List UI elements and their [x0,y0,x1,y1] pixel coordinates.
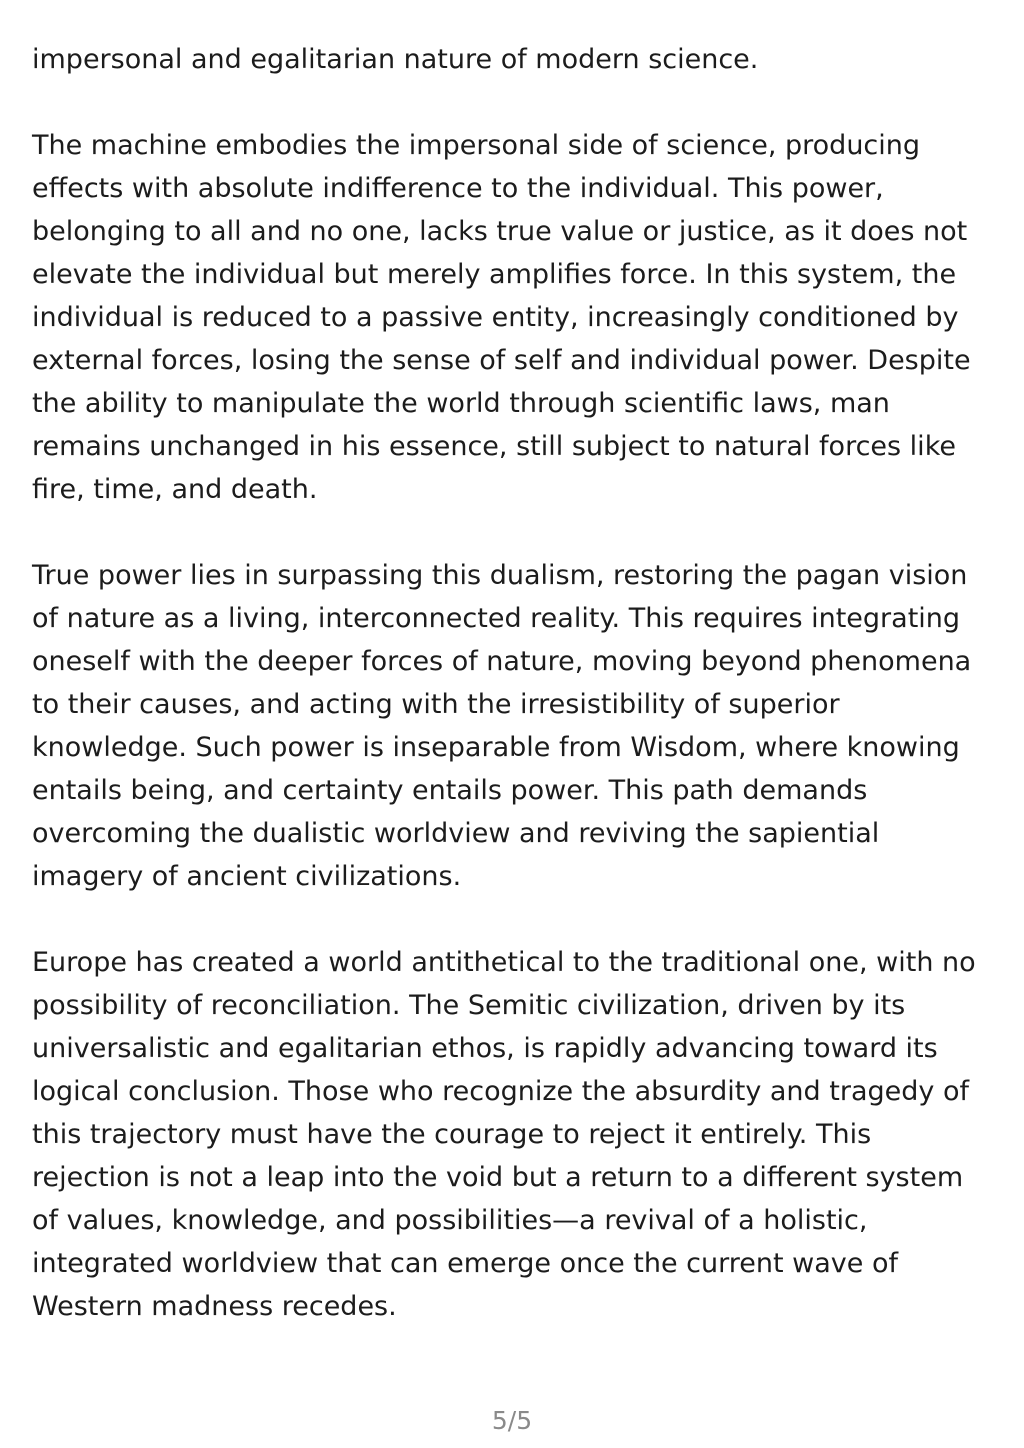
text-line: universalistic and egalitarian ethos, is rapidly advancing toward its [32,1033,938,1064]
text-line: oneself with the deeper forces of nature, moving beyond phenomena [32,646,972,677]
text-line: integrated worldview that can emerge once the current wave of [32,1248,898,1279]
paragraph-1 [32,38,994,81]
text-line: entails being, and certainty entails power. This path demands [32,775,868,806]
document-body [32,38,994,1371]
text-line: The machine embodies the impersonal side of science, producing [32,130,921,161]
paragraph-3 [32,554,994,898]
text-line: to their causes, and acting with the irresistibility of superior [32,689,840,720]
text-line: this trajectory must have the courage to reject it entirely. This [32,1119,872,1150]
text-line: effects with absolute indifference to the individual. This power, [32,173,884,204]
text-line: the ability to manipulate the world through scientific laws, man [32,388,890,419]
text-line: knowledge. Such power is inseparable from Wisdom, where knowing [32,732,960,763]
text-line: possibility of reconciliation. The Semitic civilization, driven by its [32,990,906,1021]
paragraph-2 [32,124,994,511]
text-line: external forces, losing the sense of self and individual power. Despite [32,345,971,376]
text-line: logical conclusion. Those who recognize the absurdity and tragedy of [32,1076,969,1107]
text-line: True power lies in surpassing this dualism, restoring the pagan vision [32,560,968,591]
page-indicator: 5/5 [491,1406,533,1435]
text-line: Europe has created a world antithetical to the traditional one, with no [32,947,976,978]
text-line: belonging to all and no one, lacks true value or justice, as it does not [32,216,968,247]
text-line: individual is reduced to a passive entity, increasingly conditioned by [32,302,959,333]
text-line: impersonal and egalitarian nature of modern science. [32,44,759,75]
text-line: overcoming the dualistic worldview and reviving the sapiential [32,818,880,849]
text-line: of nature as a living, interconnected reality. This requires integrating [32,603,961,634]
text-line: rejection is not a leap into the void but a return to a different system [32,1162,964,1193]
text-line: elevate the individual but merely amplifies force. In this system, the [32,259,957,290]
text-line: imagery of ancient civilizations. [32,861,462,892]
text-line: fire, time, and death. [32,474,318,505]
text-line: remains unchanged in his essence, still subject to natural forces like [32,431,956,462]
text-line: Western madness recedes. [32,1291,397,1322]
paragraph-4 [32,941,994,1328]
text-line: of values, knowledge, and possibilities—a revival of a holistic, [32,1205,868,1236]
